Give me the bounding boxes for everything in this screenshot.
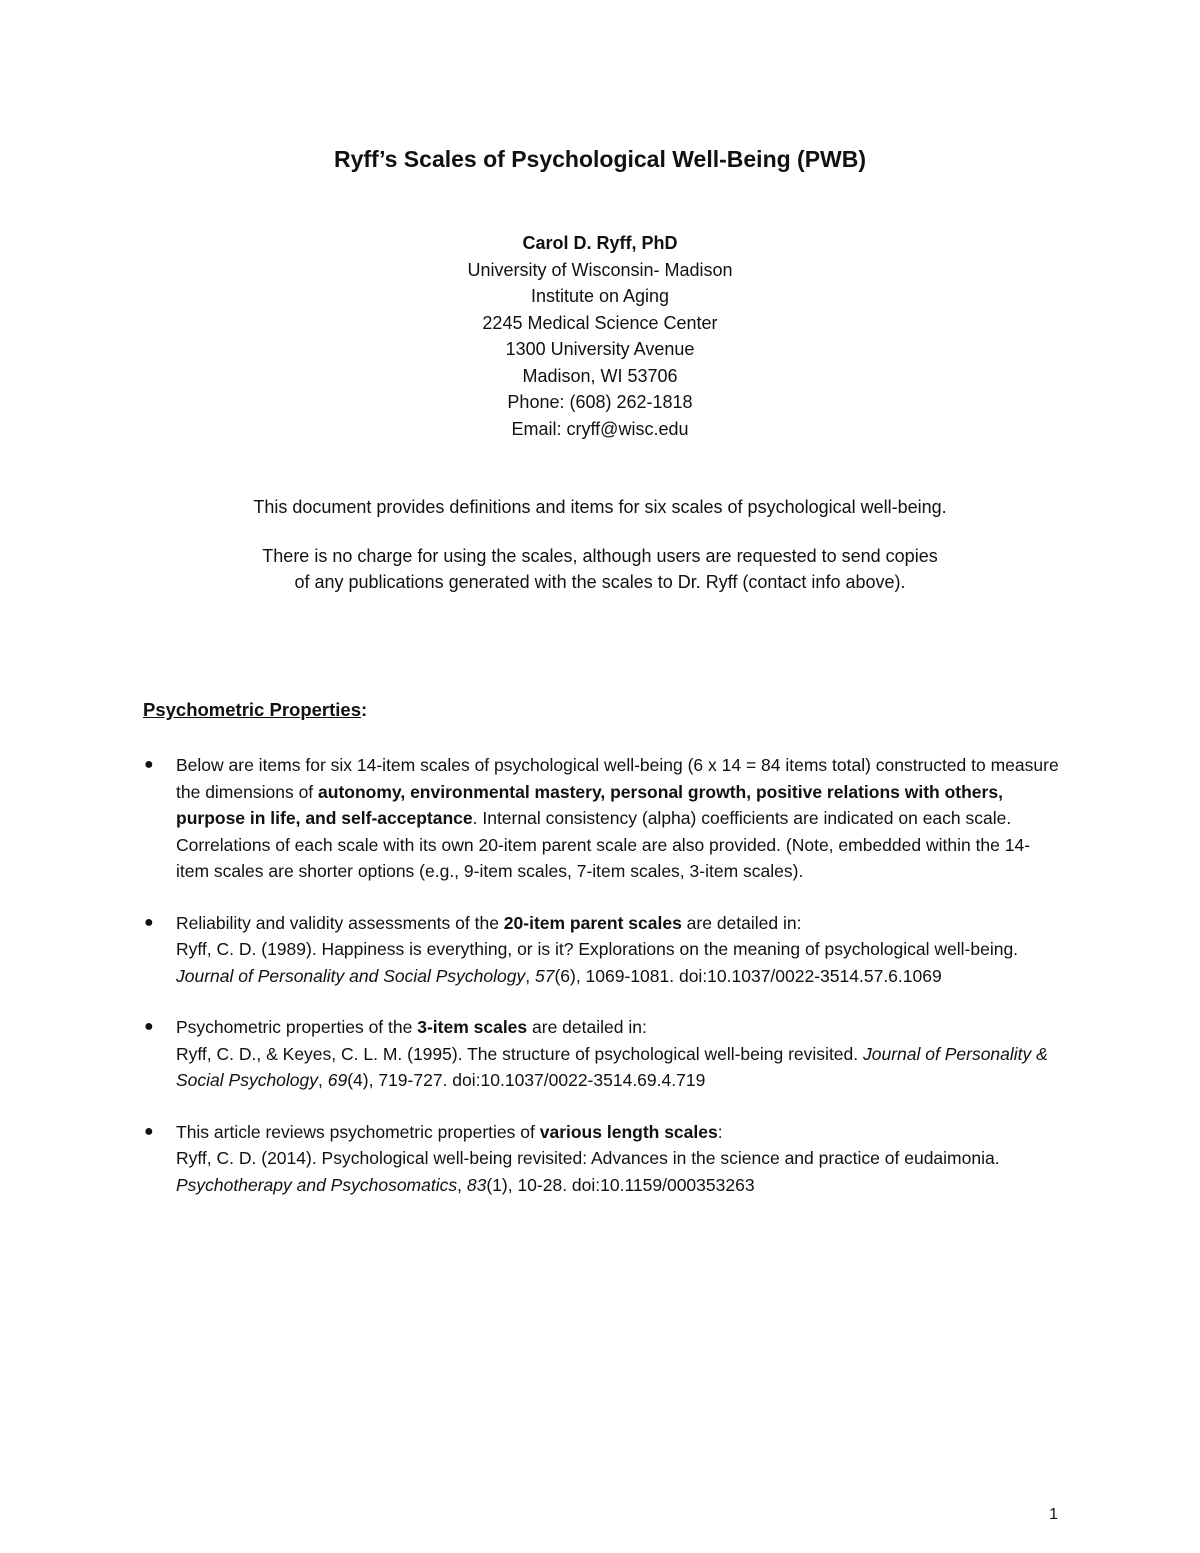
phone-line: Phone: (608) 262-1818 — [507, 392, 693, 412]
reference-text: Ryff, C. D. (1989). Happiness is everything, or is it? Explorations on the meaning of psychological well-being. — [176, 939, 1019, 959]
address-building: 2245 Medical Science Center — [482, 312, 718, 333]
intro-paragraph-2-line-2: of any publications generated with the scales to Dr. Ryff (contact info above). — [294, 572, 906, 592]
bullet-icon: ● — [144, 756, 154, 773]
bullet-icon: ● — [144, 913, 154, 931]
bullet-item-three-item-scales — [140, 1014, 1060, 1094]
bullet-text: Below are items for six 14-item scales of psychological well-being (6 x 14 = 84 items total) constructed to measure the dimensions of — [176, 755, 1059, 802]
reference-text: , — [457, 1174, 467, 1195]
bullet-bold-text: various length scales — [539, 1121, 718, 1142]
intro-paragraph-2 — [0, 543, 1200, 595]
section-heading-text: Psychometric Properties — [143, 699, 361, 720]
page-number: 1 — [1049, 1506, 1058, 1523]
reference-journal: Journal of Personality and Social Psychology — [176, 965, 526, 986]
affiliation-institute: Institute on Aging — [530, 286, 670, 306]
intro-block — [0, 494, 1200, 618]
reference-volume: 83 — [466, 1174, 487, 1195]
reference-volume: 57 — [534, 965, 555, 986]
bullet-bold-text: autonomy, environmental mastery, personal growth, positive relations with others, purpose in life, and self-acceptance — [176, 781, 1003, 828]
bullet-text: are detailed in: — [527, 1017, 647, 1037]
reference-text: Ryff, C. D., & Keyes, C. L. M. (1995). The structure of psychological well-being revisited. — [176, 1043, 863, 1064]
affiliation-university: University of Wisconsin- Madison — [467, 259, 733, 280]
address-city: Madison, WI 53706 — [522, 365, 678, 386]
reference-citation — [176, 936, 1060, 989]
bullet-item-parent-scales — [140, 910, 1060, 990]
reference-text: (1), 10-28. doi:10.1159/000353263 — [486, 1174, 755, 1195]
bullet-item-scales — [140, 752, 1060, 885]
document-title: Ryff’s Scales of Psychological Well-Being (PWB) — [333, 146, 867, 172]
bullet-icon: ● — [144, 1018, 154, 1035]
bullet-text: This article reviews psychometric properties of — [176, 1121, 540, 1142]
reference-citation — [176, 1041, 1060, 1094]
reference-text: (6), 1069-1081. doi:10.1037/0022-3514.57.6.1069 — [554, 965, 942, 986]
bullet-bold-text: 20-item parent scales — [503, 912, 682, 933]
bullet-text: : — [717, 1121, 723, 1142]
bullet-text: Reliability and validity assessments of the — [176, 912, 504, 933]
reference-text: , — [525, 965, 535, 986]
intro-paragraph-1: This document provides definitions and items for six scales of psychological well-being. — [253, 497, 947, 517]
bullet-text: Psychometric properties of the — [176, 1017, 418, 1037]
email-line: Email: cryff@wisc.edu — [511, 418, 689, 439]
bullet-bold-text: 3-item scales — [417, 1017, 528, 1037]
reference-citation — [176, 1145, 1060, 1198]
reference-text: (4), 719-727. doi:10.1037/0022-3514.69.4.719 — [347, 1070, 706, 1090]
intro-paragraph-2-line-1: There is no charge for using the scales, although users are requested to send copies — [262, 546, 938, 566]
bullet-list — [140, 752, 1060, 1223]
section-heading-colon: : — [360, 699, 368, 720]
reference-journal: Psychotherapy and Psychosomatics — [176, 1174, 458, 1195]
bullet-icon: ● — [144, 1122, 154, 1140]
bullet-text: are detailed in: — [681, 912, 802, 933]
reference-journal: Journal of Personality & Social Psychology — [176, 1043, 1048, 1090]
author-name: Carol D. Ryff, PhD — [522, 233, 678, 253]
reference-volume: 69 — [327, 1070, 348, 1090]
author-block — [0, 230, 1200, 442]
reference-text: Ryff, C. D. (2014). Psychological well-being revisited: Advances in the science and practice of eudaimonia. — [176, 1148, 1000, 1168]
address-street: 1300 University Avenue — [505, 339, 695, 359]
bullet-item-various-length — [140, 1119, 1060, 1199]
section-heading — [143, 699, 367, 721]
bullet-text: . Internal consistency (alpha) coefficients are indicated on each scale. Correlations of each scale with its own 20-item parent scale are also provided. (Note, embedded within the 14-item scales are shorter options (e.g., 9-item scales, 7-item scales, 3-item scales). — [176, 808, 1031, 881]
reference-text: , — [318, 1070, 328, 1090]
